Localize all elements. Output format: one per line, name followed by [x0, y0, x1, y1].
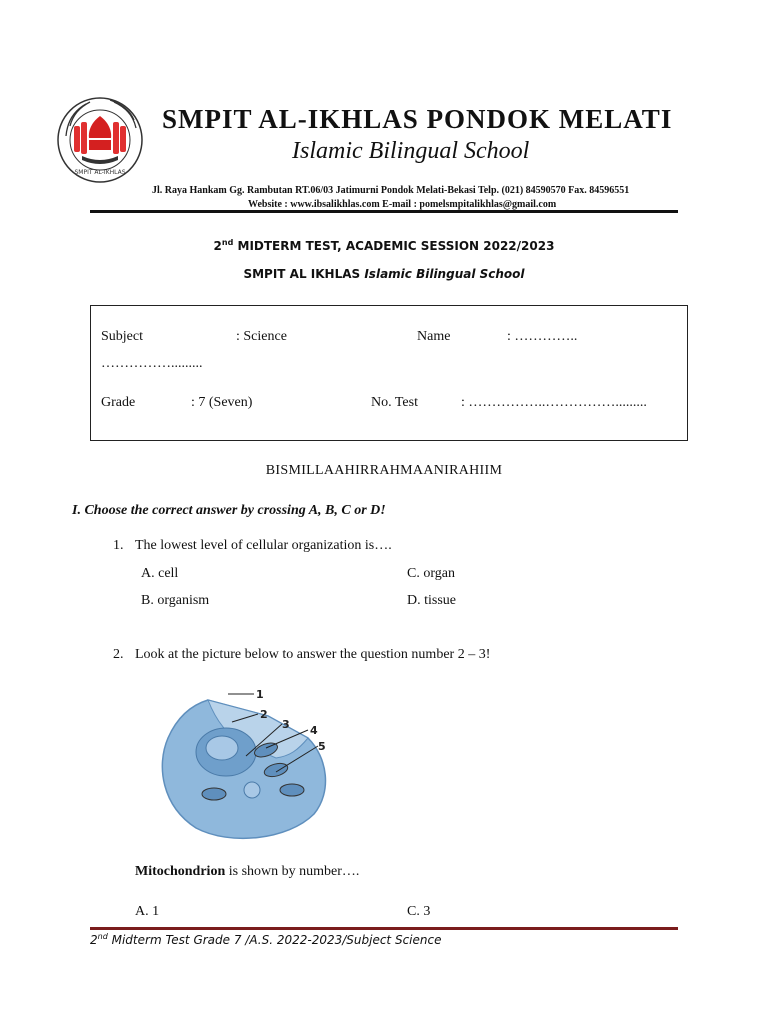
grade-value: : 7 (Seven) [191, 395, 253, 410]
school-subtitle: Islamic Bilingual School [292, 138, 530, 164]
grade-label: Grade [101, 395, 136, 410]
test-school-prefix: SMPIT AL IKHLAS [243, 267, 365, 281]
name-field-continuation[interactable]: ……………......... [101, 356, 203, 371]
test-title-text: MIDTERM TEST, ACADEMIC SESSION 2022/2023 [233, 239, 555, 253]
question-2-number: 2. [113, 647, 124, 662]
prompt-rest: is shown by number…. [225, 864, 360, 879]
test-school-line [0, 267, 768, 281]
figure-label-4: 4 [310, 724, 318, 737]
footer-rule [90, 927, 678, 930]
section-heading: I. Choose the correct answer by crossing A, B, C or D! [72, 503, 386, 518]
figure-label-5: 5 [318, 740, 326, 753]
school-logo [56, 96, 144, 184]
footer-ordinal-suffix: nd [97, 932, 108, 941]
name-label: Name [417, 329, 451, 344]
school-contact: Website : www.ibsalikhlas.com E-mail : pomelsmpitalikhlas@gmail.com [248, 199, 557, 210]
student-info-box [90, 305, 688, 441]
notest-label: No. Test [371, 395, 418, 410]
subject-value: : Science [236, 329, 287, 344]
name-field[interactable]: : ………….. [507, 329, 578, 344]
basmalah: BISMILLAAHIRRAHMAANIRAHIIM [265, 463, 503, 478]
q2-option-a[interactable]: A. 1 [135, 904, 160, 919]
question-1-text: The lowest level of cellular organization is…. [135, 538, 392, 553]
test-ordinal-num: 2 [213, 239, 222, 253]
test-ordinal-suffix: nd [221, 238, 234, 247]
page-footer [90, 932, 441, 947]
school-address: Jl. Raya Hankam Gg. Rambutan RT.06/03 Jatimurni Pondok Melati-Bekasi Telp. (021) 84590570 Fax. 84596551 [152, 185, 630, 196]
q1-option-a[interactable]: A. cell [141, 566, 179, 581]
test-title [0, 238, 768, 253]
question-1-number: 1. [113, 538, 124, 553]
footer-ordinal-num: 2 [90, 933, 98, 947]
q1-option-c[interactable]: C. organ [407, 566, 455, 581]
animal-cell-diagram [148, 686, 334, 842]
school-name: SMPIT AL-IKHLAS PONDOK MELATI [162, 104, 673, 134]
figure-label-1: 1 [256, 688, 264, 701]
question-2-prompt [135, 864, 359, 880]
question-2-text: Look at the picture below to answer the question number 2 – 3! [135, 647, 491, 662]
logo-text: SMPIT AL-IKHLAS [74, 169, 126, 176]
subject-label: Subject [101, 329, 143, 344]
q1-option-d[interactable]: D. tissue [407, 593, 456, 608]
q2-option-c[interactable]: C. 3 [407, 904, 431, 919]
figure-label-3: 3 [282, 718, 290, 731]
figure-label-2: 2 [260, 708, 268, 721]
footer-text: Midterm Test Grade 7 /A.S. 2022-2023/Subject Science [107, 933, 442, 947]
test-school-italic: Islamic Bilingual School [364, 267, 525, 281]
prompt-keyword: Mitochondrion [135, 864, 226, 879]
header-rule [90, 210, 678, 213]
notest-field[interactable]: : ……………..……………......... [461, 395, 647, 410]
q1-option-b[interactable]: B. organism [141, 593, 210, 608]
